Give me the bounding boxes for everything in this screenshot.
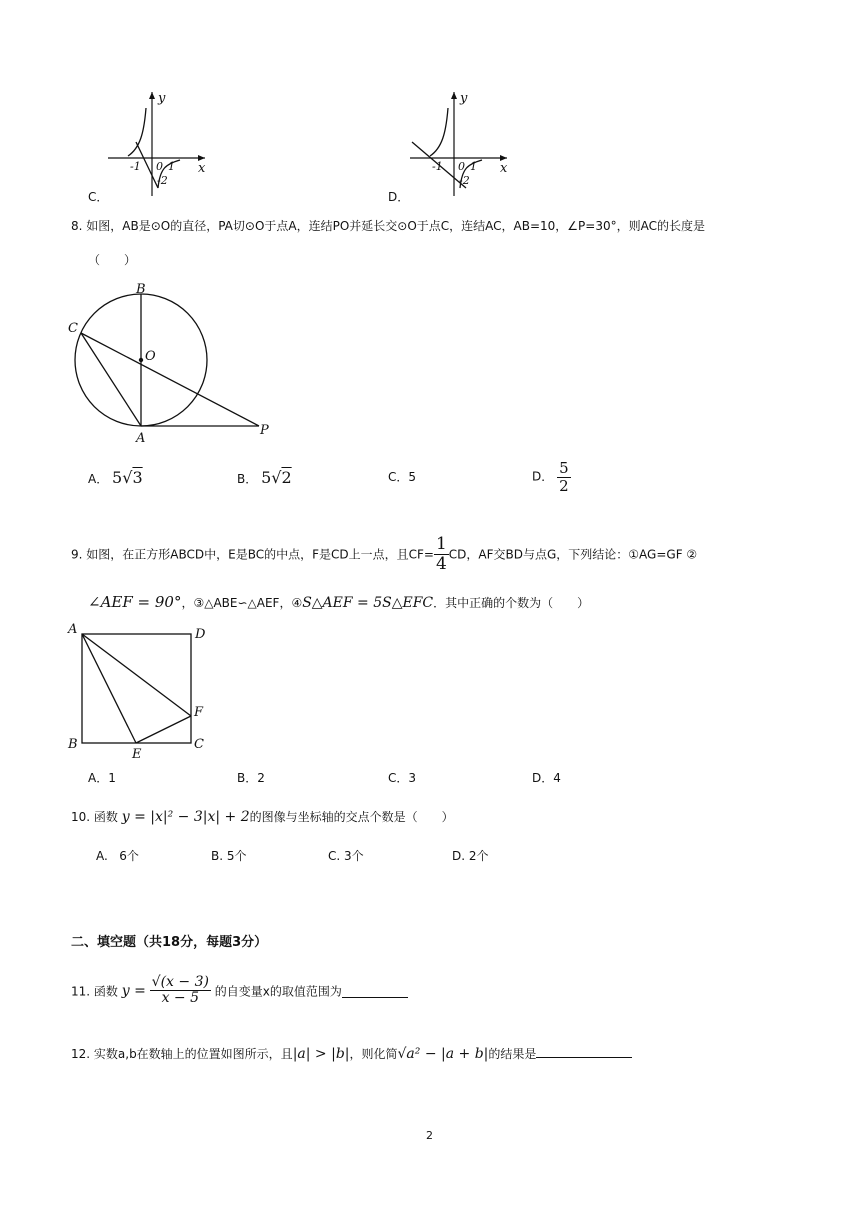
q9-option-c: C．3 <box>388 771 417 785</box>
svg-text:y: y <box>158 91 166 106</box>
q9-option-d: D．4 <box>532 771 561 785</box>
svg-text:D: D <box>195 627 206 642</box>
svg-text:0: 0 <box>156 160 163 173</box>
q12-answer-blank[interactable] <box>536 1044 632 1058</box>
q7-option-d: D． <box>388 190 410 204</box>
q7-graph-d <box>402 88 517 201</box>
svg-text:C: C <box>68 321 78 336</box>
q10-option-b: B. 5个 <box>211 849 247 863</box>
svg-text:-2: -2 <box>459 174 470 187</box>
q9-figure <box>64 620 224 768</box>
svg-text:F: F <box>194 705 204 720</box>
svg-text:1: 1 <box>168 160 175 173</box>
svg-text:B: B <box>136 282 146 297</box>
svg-text:B: B <box>68 737 78 752</box>
q10-option-c: C. 3个 <box>328 849 364 863</box>
svg-text:x: x <box>198 161 206 176</box>
section-heading: 二、填空题（共18分，每题3分） <box>71 935 268 950</box>
svg-text:-2: -2 <box>157 174 168 187</box>
q9-question-line2: ∠AEF = 90°，③△ABE∽△AEF，④S△AEF = 5S△EFC．其中正确的个数为（ ） <box>88 593 590 611</box>
q8-option-c: C．5 <box>388 470 417 484</box>
svg-text:-1: -1 <box>130 160 141 173</box>
q9-option-b: B．2 <box>237 771 265 785</box>
svg-text:C: C <box>194 737 204 752</box>
svg-text:O: O <box>145 349 156 364</box>
q7-option-c: C． <box>88 190 109 204</box>
q9-option-a: A．1 <box>88 771 116 785</box>
q8-option-a: A． 5√3 <box>88 468 143 487</box>
q8-figure <box>64 280 284 453</box>
q8-question-text: 8. 如图，AB是⊙O的直径，PA切⊙O于点A，连结PO并延长交⊙O于点C，连结AC，AB=10，∠P=30°，则AC的长度是 <box>71 219 705 233</box>
q10-option-d: D. 2个 <box>452 849 489 863</box>
svg-text:A: A <box>68 622 78 637</box>
q7-graph-c <box>100 88 215 201</box>
q8-option-b: B． 5√2 <box>237 468 292 487</box>
q12-question: 12. 实数a,b在数轴上的位置如图所示，且|a| > |b|，则化简√a² − |a + b|的结果是 <box>71 1044 632 1062</box>
page-number: 2 <box>426 1129 433 1142</box>
q11-answer-blank[interactable] <box>342 984 408 998</box>
svg-text:x: x <box>500 161 508 176</box>
svg-text:0: 0 <box>458 160 465 173</box>
q11-question: 11. 函数 y = $\frac{√(x - 3)}{x - 5}$ 的自变量x的取值范围为 <box>71 975 408 1007</box>
svg-text:-1: -1 <box>432 160 443 173</box>
svg-text:y: y <box>460 91 468 106</box>
q8-option-d: D． $\frac{5}{2}$ <box>532 459 569 495</box>
svg-text:A: A <box>136 431 146 446</box>
q8-answer-bracket: （ ） <box>88 253 137 267</box>
q10-question: 10. 函数 y = |x|² − 3|x| + 2的图像与坐标轴的交点个数是（ ） <box>71 809 454 825</box>
svg-text:E: E <box>132 747 142 762</box>
svg-text:P: P <box>260 423 269 438</box>
svg-text:1: 1 <box>470 160 477 173</box>
q10-option-a: A. 6个 <box>96 849 139 863</box>
q9-question-line1: 9. 如图，在正方形ABCD中，E是BC的中点，F是CD上一点，且CF= $\frac{1}{4}$ CD，AF交BD与点G，下列结论：①AG=GF ② <box>71 534 698 574</box>
